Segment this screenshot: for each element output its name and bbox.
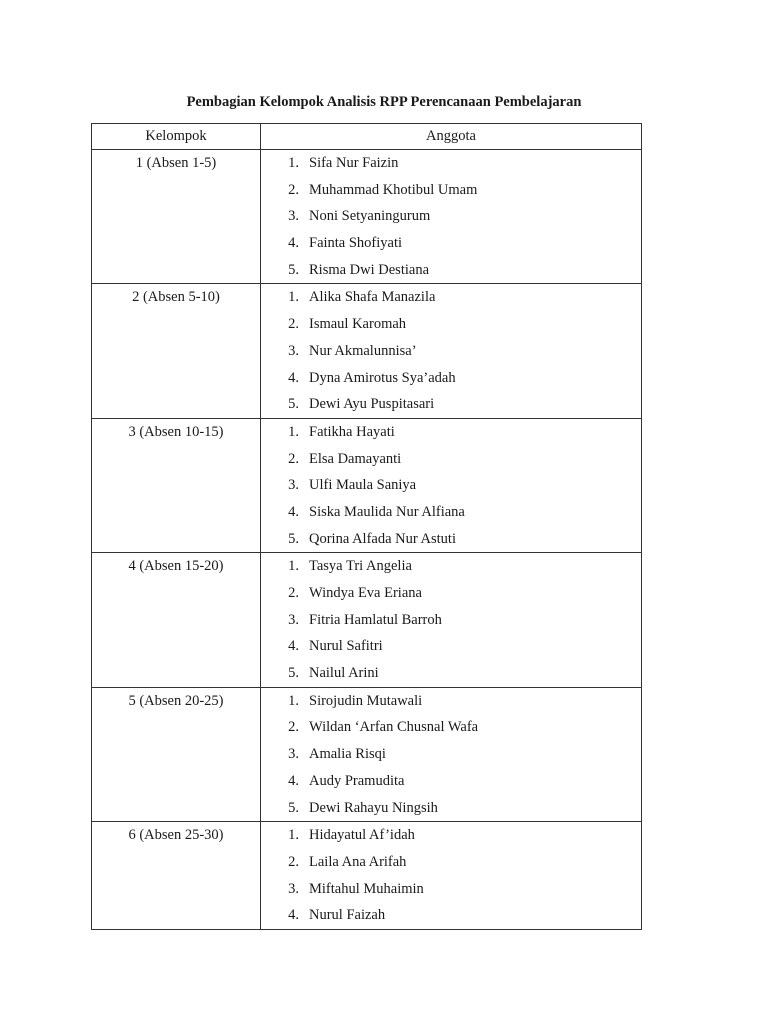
- member-name: Nurul Safitri: [309, 638, 383, 655]
- member-item: [261, 472, 641, 499]
- member-list: [261, 419, 641, 552]
- member-number: 3.: [288, 880, 299, 897]
- group-cell: [92, 418, 261, 552]
- group-cell: [92, 687, 261, 821]
- members-cell: [261, 150, 642, 284]
- member-name: Tasya Tri Angelia: [309, 558, 412, 575]
- member-item: [261, 203, 641, 230]
- group-cell: [92, 553, 261, 687]
- member-item: [261, 822, 641, 849]
- member-list: [261, 553, 641, 686]
- member-item: [261, 365, 641, 392]
- member-item: [261, 499, 641, 526]
- member-name: Fainta Shofiyati: [309, 235, 403, 252]
- member-item: [261, 580, 641, 607]
- table-header-row: [92, 124, 642, 150]
- member-list: [261, 688, 641, 821]
- member-name: Risma Dwi Destiana: [309, 261, 430, 278]
- member-item: [261, 311, 641, 338]
- group-cell: [92, 822, 261, 930]
- member-number: 1.: [288, 692, 299, 709]
- group-label: 3 (Absen 10-15): [128, 423, 224, 440]
- group-cell: [92, 150, 261, 284]
- member-name: Amalia Risqi: [309, 746, 386, 763]
- member-number: 5.: [288, 665, 299, 682]
- member-item: [261, 284, 641, 311]
- table-row: [92, 284, 642, 418]
- group-label: 4 (Absen 15-20): [128, 558, 224, 575]
- member-name: Dewi Rahayu Ningsih: [309, 799, 438, 816]
- member-number: 1.: [288, 558, 299, 575]
- table-row: [92, 687, 642, 821]
- member-number: 3.: [288, 477, 299, 494]
- member-name: Laila Ana Arifah: [309, 853, 407, 870]
- member-name: Muhammad Khotibul Umam: [309, 181, 478, 198]
- member-number: 4.: [288, 235, 299, 252]
- member-number: 2.: [288, 316, 299, 333]
- member-item: [261, 230, 641, 257]
- member-item: [261, 714, 641, 741]
- member-item: [261, 391, 641, 418]
- member-number: 3.: [288, 342, 299, 359]
- member-item: [261, 446, 641, 473]
- member-item: [261, 902, 641, 929]
- group-label: 2 (Absen 5-10): [132, 289, 220, 306]
- member-item: [261, 607, 641, 634]
- member-name: Dyna Amirotus Sya’adah: [309, 369, 456, 386]
- member-item: [261, 633, 641, 660]
- member-name: Sirojudin Mutawali: [309, 692, 423, 709]
- members-cell: [261, 284, 642, 418]
- members-cell: [261, 687, 642, 821]
- member-name: Elsa Damayanti: [309, 450, 402, 467]
- member-number: 3.: [288, 746, 299, 763]
- member-number: 2.: [288, 853, 299, 870]
- member-number: 1.: [288, 289, 299, 306]
- group-label: 5 (Absen 20-25): [128, 692, 224, 709]
- member-number: 5.: [288, 261, 299, 278]
- member-item: [261, 876, 641, 903]
- group-label: 1 (Absen 1-5): [135, 155, 217, 171]
- member-number: 2.: [288, 450, 299, 467]
- member-number: 5.: [288, 396, 299, 413]
- table-row: [92, 553, 642, 687]
- table-row: [92, 418, 642, 552]
- header-kelompok: Kelompok: [92, 124, 261, 150]
- member-name: Audy Pramudita: [309, 772, 405, 789]
- member-name: Miftahul Muhaimin: [309, 880, 424, 897]
- member-item: [261, 849, 641, 876]
- member-item: [261, 688, 641, 715]
- member-number: 5.: [288, 799, 299, 816]
- member-item: [261, 553, 641, 580]
- member-name: Fitria Hamlatul Barroh: [309, 611, 442, 628]
- member-name: Windya Eva Eriana: [309, 585, 422, 601]
- member-name: Noni Setyaningurum: [309, 208, 431, 225]
- member-number: 1.: [288, 155, 299, 171]
- member-item: [261, 177, 641, 204]
- member-number: 1.: [288, 827, 299, 844]
- members-cell: [261, 553, 642, 687]
- member-number: 2.: [288, 719, 299, 736]
- member-item: [261, 150, 641, 177]
- member-number: 4.: [288, 503, 299, 520]
- member-number: 2.: [288, 181, 299, 198]
- member-number: 3.: [288, 611, 299, 628]
- group-label: 6 (Absen 25-30): [128, 827, 224, 844]
- member-name: Nur Akmalunnisa’: [309, 342, 417, 359]
- member-item: [261, 338, 641, 365]
- member-list: [261, 822, 641, 929]
- member-item: [261, 768, 641, 795]
- member-name: Dewi Ayu Puspitasari: [309, 396, 435, 413]
- members-cell: [261, 822, 642, 930]
- member-number: 2.: [288, 585, 299, 601]
- member-number: 4.: [288, 772, 299, 789]
- member-number: 4.: [288, 907, 299, 924]
- member-number: 3.: [288, 208, 299, 225]
- member-item: [261, 526, 641, 553]
- member-name: Qorina Alfada Nur Astuti: [309, 530, 456, 547]
- member-number: 4.: [288, 638, 299, 655]
- member-name: Wildan ‘Arfan Chusnal Wafa: [309, 719, 479, 736]
- member-number: 1.: [288, 423, 299, 440]
- member-item: [261, 795, 641, 822]
- group-table: [91, 123, 642, 930]
- group-cell: [92, 284, 261, 418]
- member-name: Ismaul Karomah: [309, 316, 407, 333]
- member-item: [261, 741, 641, 768]
- member-list: [261, 284, 641, 417]
- member-name: Fatikha Hayati: [309, 423, 395, 440]
- table-body: [92, 150, 642, 930]
- member-number: 4.: [288, 369, 299, 386]
- table-row: [92, 150, 642, 284]
- member-name: Nailul Arini: [309, 665, 379, 682]
- member-item: [261, 257, 641, 284]
- member-name: Sifa Nur Faizin: [309, 155, 399, 171]
- member-item: [261, 660, 641, 687]
- member-name: Alika Shafa Manazila: [309, 289, 436, 306]
- member-list: [261, 150, 641, 283]
- document-title: Pembagian Kelompok Analisis RPP Perencanaan Pembelajaran: [186, 94, 582, 110]
- table-row: [92, 822, 642, 930]
- member-name: Siska Maulida Nur Alfiana: [309, 503, 465, 520]
- members-cell: [261, 418, 642, 552]
- member-name: Ulfi Maula Saniya: [309, 477, 417, 494]
- member-name: Nurul Faizah: [309, 907, 386, 924]
- header-anggota: Anggota: [261, 124, 642, 150]
- member-item: [261, 419, 641, 446]
- member-number: 5.: [288, 530, 299, 547]
- member-name: Hidayatul Af’idah: [309, 827, 415, 844]
